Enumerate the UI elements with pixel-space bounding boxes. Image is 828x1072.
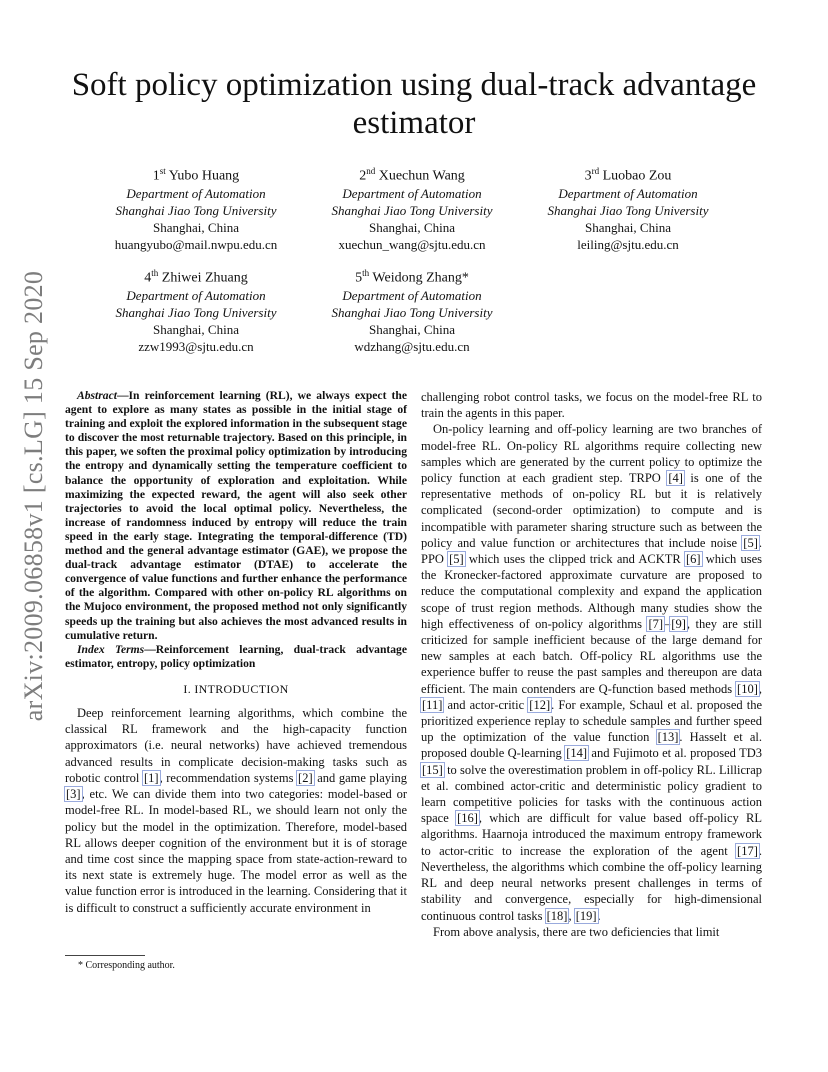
- index-terms-text: —Reinforcement learning, dual-track advantage estimator, entropy, policy optimization: [65, 642, 407, 670]
- body-text: and Fujimoto et al. proposed TD3: [588, 746, 762, 761]
- author-name: Xuechun Wang: [378, 168, 465, 184]
- index-terms-lead: Index Terms: [77, 642, 145, 656]
- author-university: Shanghai Jiao Tong University: [547, 202, 709, 218]
- author-email[interactable]: zzw1993@sjtu.edu.cn: [138, 338, 254, 354]
- intro-paragraph: [65, 705, 407, 916]
- citation-link[interactable]: [12]: [529, 697, 551, 712]
- arxiv-sidebar: [8, 270, 60, 722]
- section-number: I.: [183, 681, 192, 696]
- citation-link[interactable]: [17]: [737, 843, 758, 858]
- author-ordinal: 5: [355, 270, 363, 286]
- author-city: Shanghai, China: [585, 219, 671, 235]
- author-city: Shanghai, China: [153, 219, 239, 235]
- body-text: Deep reinforcement learning algorithms, which combine the classical RL framework and the high-capacity function approximators (i.e. neural networks) have achieved tremendous advanced results in complicate decision-making tasks such as robotic control: [65, 706, 407, 785]
- author-ordinal: 1: [152, 168, 160, 184]
- citation-link[interactable]: [19]: [575, 908, 597, 923]
- author-ordinal: 4: [144, 270, 152, 286]
- body-text: , which are difficult for value based off-policy RL algorithms. Haarnoja introduced the maximum entropy framework to actor-critic to increase the exploration of the agent: [421, 811, 763, 858]
- author-name: Luobao Zou: [602, 168, 672, 184]
- body-text: . PPO: [421, 535, 762, 567]
- body-text: and actor-critic: [443, 697, 529, 712]
- footnote-divider: [65, 955, 145, 956]
- body-text: On-policy learning and off-policy learning are two branches of model-free RL. On-policy RL algorithms require collecting new samples which are generated by the current policy to optimize the policy function at each gradient step. TRPO: [421, 422, 762, 486]
- citation-link[interactable]: [14]: [566, 746, 588, 761]
- body-text: .: [597, 908, 601, 923]
- author-department: Department of Automation: [342, 287, 482, 303]
- author-block: [292, 265, 532, 355]
- section-heading: [65, 681, 407, 697]
- body-text: ,: [568, 908, 575, 923]
- section-title-initial: I: [194, 681, 199, 696]
- body-text: ,: [758, 681, 762, 696]
- body-text: and game playing: [313, 770, 407, 785]
- body-text: which uses the Kronecker-factored approximate curvature are proposed to reduce the computational complexity and expand the application scope of trust region methods. Although many studies show the high effectiveness of on-policy algorithms: [421, 552, 762, 631]
- right-column: [421, 389, 762, 940]
- author-block: [76, 265, 316, 355]
- author-block: [508, 163, 748, 253]
- author-city: Shanghai, China: [153, 321, 239, 337]
- author-ordinal-suffix: st: [159, 166, 166, 176]
- author-ordinal-suffix: th: [362, 268, 370, 278]
- author-name: Zhiwei Zhuang: [161, 270, 248, 286]
- author-department: Department of Automation: [342, 185, 482, 201]
- section-title-rest: NTRODUCTION: [198, 681, 289, 696]
- author-email[interactable]: leiling@sjtu.edu.cn: [577, 236, 679, 252]
- citation-link[interactable]: [10]: [737, 681, 758, 696]
- citation-link[interactable]: [11]: [422, 697, 443, 712]
- body-text: . Nevertheless, the algorithms which combine the off-policy learning RL and deep neural networks present challenges in terms of stability and convergence, especially for high-dimensional continuous control tasks: [421, 843, 762, 923]
- author-city: Shanghai, China: [369, 321, 455, 337]
- body-text: , they are still criticized for sample inefficient because of the large demand for new samples at each batch. Off-policy RL algorithms use the experience buffer to reuse the past samples and thereupon are data efficient. The main contenders are Q-function based methods: [421, 616, 762, 696]
- author-ordinal-suffix: rd: [591, 166, 600, 176]
- body-text: which uses the clipped trick and ACKTR: [464, 552, 685, 567]
- body-text: , recommendation systems: [159, 770, 298, 785]
- body-paragraph: challenging robot control tasks, we focus on the model-free RL to train the agents in this paper.: [421, 390, 762, 421]
- index-terms: [65, 643, 407, 671]
- citation-link[interactable]: [15]: [422, 762, 443, 777]
- body-text: , etc. We can divide them into two categories: model-based or model-free RL. In model-based RL, we should learn not only the policy but the model in the optimization. Therefore, model-based RL allows deeper cognition of the environment but it is of storage and time cost since the mapping space from state-action-reward to its next state is extremely huge. The model error as well as the value function error is introduced in the learning. Considering that it is difficult to construct a sufficiently accurate environment in: [65, 787, 407, 915]
- body-paragraph: From above analysis, there are two deficiencies that limit: [433, 924, 720, 939]
- author-ordinal: 3: [584, 168, 592, 184]
- citation-link[interactable]: [4]: [668, 471, 683, 486]
- citation-link[interactable]: [6]: [685, 552, 701, 567]
- author-university: Shanghai Jiao Tong University: [115, 304, 277, 320]
- citation-link[interactable]: [5]: [449, 552, 464, 567]
- author-university: Shanghai Jiao Tong University: [115, 202, 277, 218]
- author-university: Shanghai Jiao Tong University: [331, 202, 493, 218]
- citation-link[interactable]: [18]: [546, 908, 568, 923]
- citation-link[interactable]: [5]: [743, 535, 758, 550]
- arxiv-identifier: arXiv:2009.06858v1 [cs.LG] 15 Sep 2020: [19, 270, 48, 722]
- author-block: [292, 163, 532, 253]
- author-ordinal: 2: [359, 168, 367, 184]
- body-text: –: [664, 616, 671, 631]
- author-city: Shanghai, China: [369, 219, 455, 235]
- body-text: . For example, Schaul et al. proposed the prioritized experience replay to schedule samples and further speed up the optimization of the value function: [421, 697, 762, 745]
- left-column: [65, 389, 407, 916]
- author-ordinal-suffix: th: [151, 268, 159, 278]
- citation-link[interactable]: [13]: [657, 730, 679, 745]
- citation-link[interactable]: [9]: [671, 616, 686, 631]
- body-text: . Hasselt et al. proposed double Q-learning: [421, 730, 762, 761]
- author-ordinal-suffix: nd: [366, 166, 376, 176]
- abstract-text: —In reinforcement learning (RL), we always expect the agent to explore as many states as possible in the initial stage of training and exploit the explored information in the subsequent stage to discover the most returnable trajectory. Based on this principle, in this paper, we soften the proximal policy optimization by introducing the entropy and dynamically setting the temperature coefficient to balance the opportunity of exploration and exploitation. While maximizing the expected reward, the agent will also seek other trajectories to avoid the local optimal policy. Nevertheless, the increase of randomness induced by entropy will reduce the train speed in the early stage. Integrating the temporal-difference (TD) method and the general advantage estimator (GAE), we propose the dual-track advantage estimator (DTAE) to accelerate the convergence of value functions and further enhance the performance of the algorithm. Compared with other on-policy RL algorithms on the Mujoco environment, the proposed method not only significantly speeds up the training but also achieves the most advanced results in cumulative return.: [65, 389, 407, 642]
- citation-link[interactable]: [1]: [143, 770, 159, 785]
- body-text: is one of the representative methods of on-policy RL but it is relatively complicated (second-order optimization) to compute and is incompatible with parameter sharing structure such as between the policy and value function or architectures that include noise: [421, 471, 762, 550]
- footnote: * Corresponding author.: [78, 960, 175, 971]
- citation-link[interactable]: [3]: [66, 787, 81, 802]
- citation-link[interactable]: [2]: [298, 770, 313, 785]
- abstract-lead: Abstract: [77, 389, 117, 402]
- body-paragraph: [421, 421, 762, 923]
- author-department: Department of Automation: [126, 185, 266, 201]
- author-name: Yubo Huang: [168, 168, 240, 184]
- author-block: [76, 163, 316, 253]
- author-university: Shanghai Jiao Tong University: [331, 304, 493, 320]
- body-text: to solve the overestimation problem in off-policy RL. Lillicrap et al. combined actor-critic and deterministic policy gradient to learn competitive policies for tasks with the continuous action space: [421, 762, 762, 826]
- author-department: Department of Automation: [558, 185, 698, 201]
- paper-title: Soft policy optimization using dual-track advantage estimator: [71, 67, 757, 141]
- author-name: Weidong Zhang*: [372, 270, 469, 286]
- author-email[interactable]: huangyubo@mail.nwpu.edu.cn: [114, 236, 278, 252]
- author-department: Department of Automation: [126, 287, 266, 303]
- citation-link[interactable]: [7]: [648, 616, 664, 631]
- abstract: [65, 389, 407, 643]
- citation-link[interactable]: [16]: [457, 811, 478, 826]
- author-email[interactable]: wdzhang@sjtu.edu.cn: [354, 338, 470, 354]
- author-email[interactable]: xuechun_wang@sjtu.edu.cn: [338, 236, 486, 252]
